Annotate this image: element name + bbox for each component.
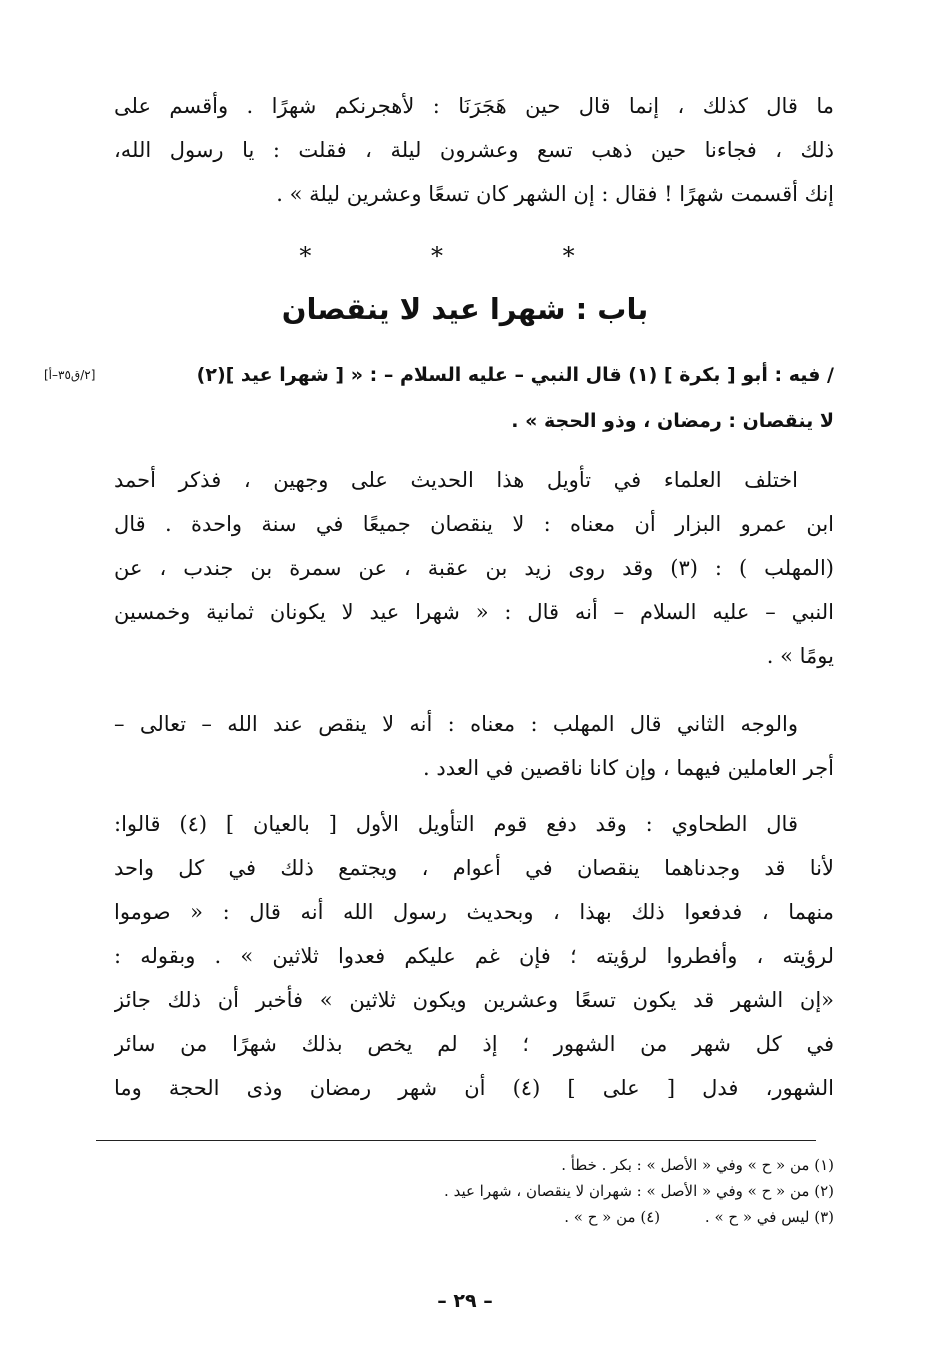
text-line: ابن عمرو البزار أن معناه : لا ينقصان جميعًا في سنة واحدة . قال [114, 512, 834, 536]
text-line: أجر العاملين فيهما ، وإن كانا ناقصين في العدد . [423, 756, 834, 780]
text-line: / فيه : أبو [ بكرة ] (١) قال النبي – عليه السلام – : « [ شهرا عيد ](٢) [196, 364, 834, 386]
footnote-1: (١) من « ح » وفي « الأصل » : بكر . خطأ . [561, 1156, 834, 1174]
text-line: قال الطحاوي : وقد دفع قوم التأويل الأول [ بالعيان ] (٤) قالوا: [114, 812, 798, 836]
footnote-divider [96, 1140, 816, 1141]
text-line: (المهلب ) : (٣) وقد روى زيد بن عقبة ، عن سمرة بن جندب ، عن [114, 556, 834, 580]
text-line: في كل شهر من الشهور ؛ إذ لم يخص بذلك شهرًا من سائر [114, 1032, 834, 1056]
paragraph-3 [114, 802, 834, 1110]
paragraph-2 [114, 702, 834, 790]
text-line: «إن الشهر قد يكون تسعًا وعشرين ويكون ثلاثين » فأخبر أن ذلك جائز [114, 988, 834, 1012]
chapter-title: باب : شهرا عيد لا ينقصان [281, 292, 649, 326]
footnote-4: (٤) من « ح » . [564, 1208, 661, 1226]
intro-paragraph [114, 84, 834, 216]
text-line: والوجه الثاني قال المهلب : معناه : أنه لا ينقص عند الله – تعالى – [114, 712, 798, 736]
footnote-3: (٣) ليس في « ح » . [704, 1208, 834, 1226]
text-line: لرؤيته ، وأفطروا لرؤيته ؛ فإن غم عليكم فعدوا ثلاثين » . وبقوله : [114, 944, 834, 968]
text-line: إنك أقسمت شهرًا ! فقال : إن الشهر كان تسعًا وعشرين ليلة » . [276, 182, 834, 206]
text-line: منهما ، فدفعوا ذلك بهذا ، وبحديث رسول الله أنه قال : « صوموا [114, 900, 834, 924]
footnote-2: (٢) من « ح » وفي « الأصل » : شهران لا ينقصان ، شهرا عيد . [444, 1182, 834, 1200]
text-line: لا ينقصان : رمضان ، وذو الحجة » . [511, 410, 834, 432]
text-line: ذلك ، فجاءنا حين ذهب تسع وعشرون ليلة ، فقلت : يا رسول الله، [114, 138, 834, 162]
manuscript-margin-reference: [٢/ق٣٥–أ] [44, 368, 96, 382]
hadith-text [114, 352, 834, 444]
section-separator: * * * [299, 242, 631, 270]
paragraph-1 [114, 458, 834, 678]
page-number: – ٢٩ – [437, 1290, 493, 1312]
text-line: ما قال كذلك ، إنما قال حين هَجَرَنَا : لأهجرنكم شهرًا . وأقسم على [114, 94, 834, 118]
footnote-row [114, 1204, 834, 1230]
text-line: يومًا » . [766, 644, 834, 668]
text-line: الشهور، فدل [ على ] (٤) أن شهر رمضان وذى الحجة وما [114, 1076, 834, 1100]
footnotes [114, 1152, 834, 1230]
text-line: اختلف العلماء في تأويل هذا الحديث على وجهين ، فذكر أحمد [114, 468, 798, 492]
text-line: لأنا قد وجدناهما ينقصان في أعوام ، ويجتمع ذلك في كل واحد [114, 856, 834, 880]
text-line: النبي – عليه السلام – أنه قال : « شهرا عيد لا يكونان ثمانية وخمسين [114, 600, 834, 624]
